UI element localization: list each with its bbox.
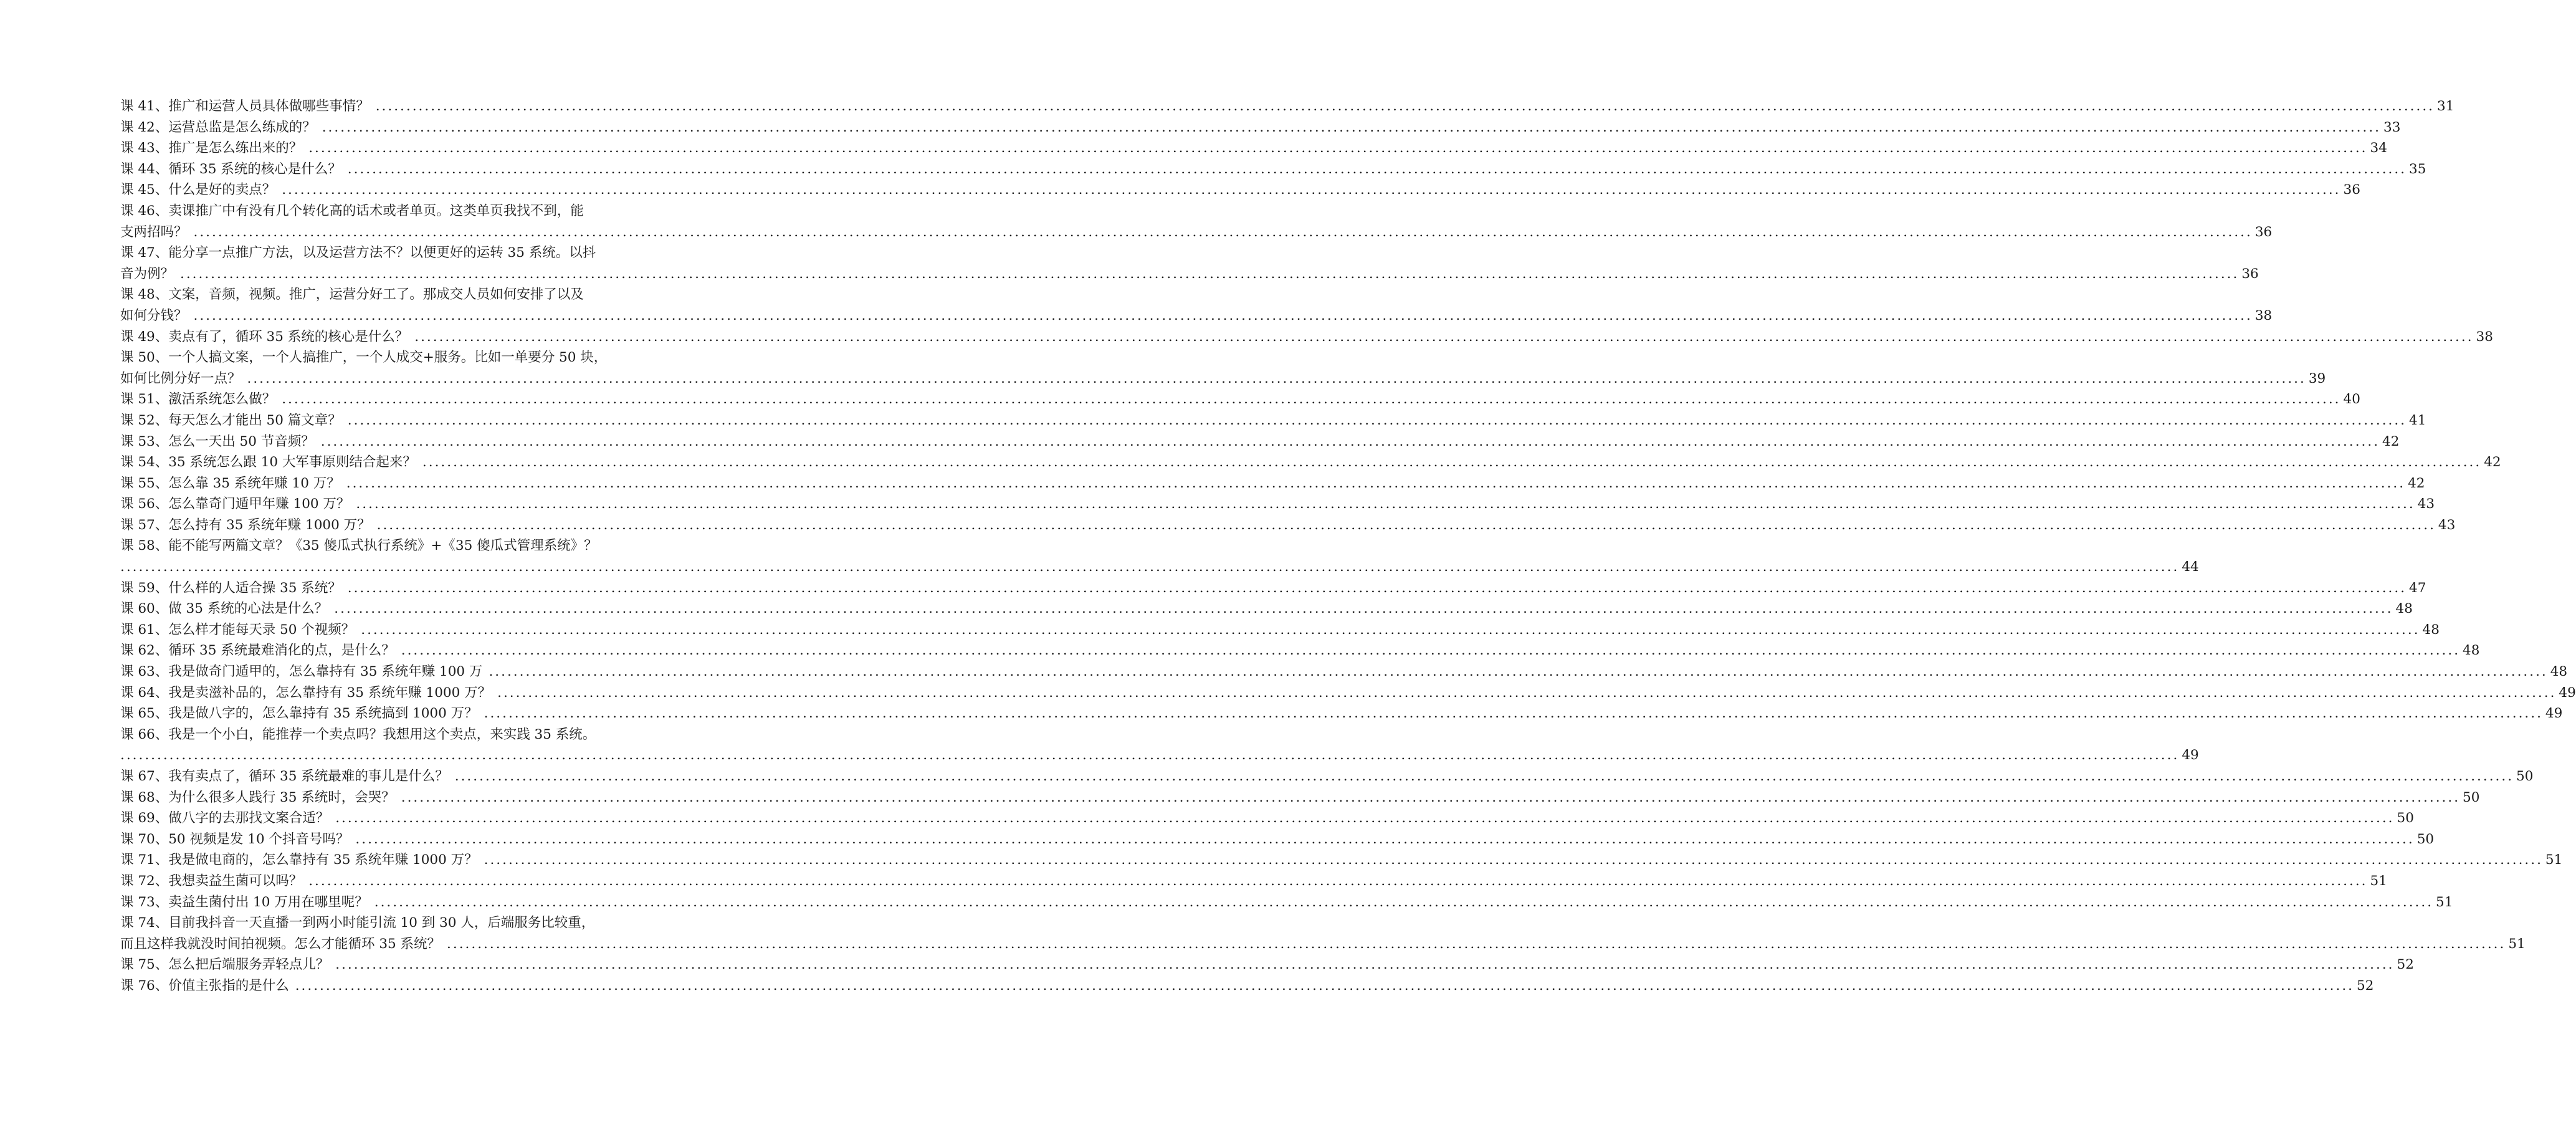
toc-entry-line-with-page <box>120 954 2414 976</box>
toc-entry-line <box>120 242 675 264</box>
toc-entry-title: 课 69、做八字的去那找文案合适？ <box>120 810 330 827</box>
toc-entry-line-with-page <box>120 976 2374 997</box>
toc-entry-line-with-page <box>120 892 2453 913</box>
toc-entry-line-with-page <box>120 410 2426 431</box>
toc-entry[interactable] <box>120 242 2259 284</box>
toc-entry-line-with-page <box>120 871 2387 892</box>
toc-entry[interactable] <box>120 766 2534 787</box>
dot-leader <box>194 305 2253 327</box>
toc-entry[interactable] <box>120 598 2413 620</box>
page-number: 52 <box>2397 957 2414 973</box>
toc-entry-line <box>120 913 675 934</box>
dot-leader <box>348 578 2407 599</box>
toc-entry[interactable] <box>120 661 2568 683</box>
toc-entry-title: 课 48、文案，音频，视频。推广，运营分好工了。那成交人员如何安排了以及 <box>120 287 584 303</box>
toc-entry-title: 课 64、我是卖滋补品的，怎么靠持有 35 系统年赚 1000 万？ <box>120 684 492 701</box>
toc-entry-line-with-page <box>120 180 2360 201</box>
toc-entry-title: 课 56、怎么靠奇门遁甲年赚 100 万？ <box>120 496 350 512</box>
toc-entry-line-with-page <box>120 787 2480 808</box>
toc-entry[interactable] <box>120 410 2426 431</box>
toc-entry-title: 课 74、目前我抖音一天直播一到两小时能引流 10 到 30 人，后端服务比较重， <box>120 915 595 931</box>
toc-entry-line <box>120 724 675 746</box>
toc-entry-title: 课 72、我想卖益生菌可以吗？ <box>120 873 303 889</box>
toc-entry[interactable] <box>120 954 2414 976</box>
page-number: 49 <box>2559 684 2576 701</box>
toc-entry-title: 音为例？ <box>120 266 174 282</box>
page-number: 51 <box>2545 852 2563 868</box>
toc-entry-title: 课 54、35 系统怎么跟 10 大军事原则结合起来？ <box>120 454 416 471</box>
toc-entry-line-with-page <box>120 159 2426 180</box>
dot-leader <box>356 494 2415 515</box>
page-number: 38 <box>2476 328 2493 345</box>
page-number: 40 <box>2343 391 2360 408</box>
toc-entry[interactable] <box>120 452 2501 473</box>
dot-leader <box>120 557 2179 578</box>
toc-entry-line <box>120 347 675 368</box>
dot-leader <box>401 640 2460 661</box>
toc-entry-line-with-page <box>120 703 2563 724</box>
page-number: 50 <box>2397 810 2414 827</box>
page-number: 36 <box>2254 224 2273 240</box>
dot-leader <box>335 954 2394 976</box>
toc-entry[interactable] <box>120 620 2440 641</box>
dot-leader <box>308 138 2367 159</box>
toc-entry-line-with-page <box>120 661 2568 683</box>
toc-entry-title: 课 59、什么样的人适合操 35 系统？ <box>120 580 341 596</box>
toc-entry[interactable] <box>120 683 2576 704</box>
dot-leader <box>321 431 2380 453</box>
page-number: 31 <box>2437 98 2454 114</box>
toc-entry[interactable] <box>120 703 2563 724</box>
dot-leader <box>322 117 2381 138</box>
toc-entry-line-with-page <box>120 389 2360 410</box>
toc-entry-line-with-page <box>120 138 2387 159</box>
toc-entry-line <box>120 201 675 222</box>
page-number: 43 <box>2417 496 2435 512</box>
toc-entry-line-with-page <box>120 683 2576 704</box>
toc-entry[interactable] <box>120 117 2401 138</box>
toc-entry-line-with-page <box>120 640 2480 661</box>
toc-entry-title: 课 66、我是一个小白，能推荐一个卖点吗？我想用这个卖点，来实践 35 系统。 <box>120 726 596 742</box>
toc-entry-line-with-page <box>120 766 2534 787</box>
dot-leader <box>376 96 2435 117</box>
dot-leader <box>414 327 2473 348</box>
toc-entry-line-with-page <box>120 327 2493 348</box>
toc-entry-line-with-page <box>120 222 2273 243</box>
toc-entry-title: 课 51、激活系统怎么做？ <box>120 391 276 408</box>
page-number: 38 <box>2254 307 2273 324</box>
page-number: 49 <box>2545 706 2563 722</box>
dot-leader <box>348 410 2407 431</box>
dot-leader <box>484 850 2543 871</box>
page-number: 41 <box>2409 412 2426 428</box>
dot-leader <box>377 515 2436 536</box>
toc-entry-line-with-page <box>120 515 2456 536</box>
toc-entry[interactable] <box>120 201 2273 242</box>
page-number: 34 <box>2370 140 2387 156</box>
dot-leader <box>361 620 2420 641</box>
toc-entry-line-with-page <box>120 452 2501 473</box>
page-number: 42 <box>2408 475 2425 491</box>
page-number: 52 <box>2357 977 2374 994</box>
dot-leader <box>401 787 2460 808</box>
toc-entry[interactable] <box>120 850 2563 871</box>
toc-entry[interactable] <box>120 976 2374 997</box>
toc-entry-title: 课 43、推广是怎么练出来的？ <box>120 140 303 156</box>
toc-entry-title: 课 53、怎么一天出 50 节音频？ <box>120 433 315 449</box>
toc-entry[interactable] <box>120 535 2199 577</box>
toc-entry-line-with-page <box>120 117 2401 138</box>
dot-leader <box>334 598 2393 620</box>
toc-entry-title: 如何分钱？ <box>120 307 188 324</box>
toc-entry-title: 课 73、卖益生菌付出 10 万用在哪里呢？ <box>120 894 368 910</box>
page-number: 51 <box>2370 873 2387 889</box>
toc-entry-title: 课 58、能不能写两篇文章？《35 傻瓜式执行系统》+《35 傻瓜式管理系统》？ <box>120 538 598 554</box>
toc-entry[interactable] <box>120 96 2454 117</box>
toc-entry-line <box>120 535 675 557</box>
page-number: 48 <box>2422 621 2440 638</box>
page-number: 51 <box>2436 894 2453 910</box>
toc-entry[interactable] <box>120 159 2426 180</box>
toc-entry-title: 课 63、我是做奇门遁甲的，怎么靠持有 35 系统年赚 100 万 <box>120 664 483 680</box>
dot-leader <box>180 264 2239 285</box>
dot-leader <box>282 389 2340 410</box>
toc-entry-title: 课 76、价值主张指的是什么 <box>120 977 289 994</box>
toc-entry-line-with-page <box>120 305 2273 327</box>
page-number: 36 <box>2343 182 2360 198</box>
dot-leader <box>489 661 2547 683</box>
dot-leader <box>348 159 2407 180</box>
dot-leader <box>355 829 2414 850</box>
toc-entry[interactable] <box>120 515 2456 536</box>
toc-entry-title: 课 42、运营总监是怎么练成的？ <box>120 119 316 135</box>
page-number: 51 <box>2508 936 2526 952</box>
toc-entry-title: 课 57、怎么持有 35 系统年赚 1000 万？ <box>120 517 371 533</box>
dot-leader <box>497 683 2556 704</box>
toc-entry-title: 课 55、怎么靠 35 系统年赚 10 万？ <box>120 475 340 491</box>
toc-entry-line-with-page <box>120 850 2563 871</box>
toc-entry[interactable] <box>120 871 2387 892</box>
toc-entry-title: 如何比例分好一点？ <box>120 370 241 386</box>
dot-leader <box>335 808 2394 829</box>
toc-entry[interactable] <box>120 138 2387 159</box>
dot-leader <box>447 934 2506 955</box>
toc-entry-title: 课 65、我是做八字的，怎么靠持有 35 系统搞到 1000 万？ <box>120 706 478 722</box>
toc-entry-line-with-page <box>120 557 2199 578</box>
toc-entry-title: 课 44、循环 35 系统的核心是什么？ <box>120 161 341 177</box>
page-number: 48 <box>2395 601 2413 617</box>
toc-entry-title: 课 61、怎么样才能每天录 50 个视频？ <box>120 621 355 638</box>
page-number: 33 <box>2383 119 2401 135</box>
page-number: 42 <box>2484 454 2501 471</box>
toc-entry-title: 课 46、卖课推广中有没有几个转化高的话术或者单页。这类单页我找不到，能 <box>120 203 584 219</box>
toc-entry-title: 课 70、50 视频是发 10 个抖音号吗？ <box>120 831 350 847</box>
toc-entry[interactable] <box>120 578 2426 599</box>
toc-entry[interactable] <box>120 389 2360 410</box>
toc-entry-line-with-page <box>120 829 2435 850</box>
toc-entry-line-with-page <box>120 598 2413 620</box>
toc-entry[interactable] <box>120 724 2199 766</box>
toc-entry[interactable] <box>120 787 2480 808</box>
toc-entry-title: 课 47、能分享一点推广方法，以及运营方法不？以便更好的运转 35 系统。以抖 <box>120 245 596 261</box>
dot-leader <box>194 222 2253 243</box>
page-number: 44 <box>2182 559 2199 575</box>
toc-entry-line-with-page <box>120 578 2426 599</box>
toc-entry[interactable] <box>120 913 2526 954</box>
page-number: 39 <box>2308 370 2326 386</box>
toc-entry-line-with-page <box>120 745 2199 766</box>
toc-entry[interactable] <box>120 327 2493 348</box>
toc-entry[interactable] <box>120 473 2425 494</box>
toc-entry-title: 课 41、推广和运营人员具体做哪些事情？ <box>120 98 370 114</box>
dot-leader <box>308 871 2367 892</box>
dot-leader <box>374 892 2433 913</box>
toc-entry-title: 课 75、怎么把后端服务弄轻点儿？ <box>120 957 330 973</box>
toc-entry-title: 课 71、我是做电商的，怎么靠持有 35 系统年赚 1000 万？ <box>120 852 478 868</box>
toc-entry-title: 课 60、做 35 系统的心法是什么？ <box>120 601 328 617</box>
dot-leader <box>295 976 2354 997</box>
toc-entry-title: 课 45、什么是好的卖点？ <box>120 182 276 198</box>
page-number: 50 <box>2463 789 2480 805</box>
toc-entry-title: 课 68、为什么很多人践行 35 系统时，会哭？ <box>120 789 395 805</box>
toc-entry[interactable] <box>120 180 2360 201</box>
toc-entry-line-with-page <box>120 96 2454 117</box>
dot-leader <box>484 703 2543 724</box>
page-number: 48 <box>2463 643 2480 659</box>
toc-entry-line-with-page <box>120 368 2326 390</box>
page-number: 42 <box>2382 433 2400 449</box>
page-number: 36 <box>2241 266 2259 282</box>
toc-entry-title: 支两招吗？ <box>120 224 188 240</box>
toc-entry-line-with-page <box>120 264 2259 285</box>
page-number: 47 <box>2409 580 2426 596</box>
dot-leader <box>282 180 2340 201</box>
toc-entry-line-with-page <box>120 934 2526 955</box>
toc-entry-title: 而且这样我就没时间拍视频。怎么才能循环 35 系统？ <box>120 936 441 952</box>
page-number: 50 <box>2516 769 2534 784</box>
toc-entry-line-with-page <box>120 473 2425 494</box>
toc-entry-line-with-page <box>120 431 2400 453</box>
toc-entry-title: 课 62、循环 35 系统最难消化的点，是什么？ <box>120 643 395 659</box>
toc-entry[interactable] <box>120 284 2273 326</box>
toc-entry-title: 课 50、一个人搞文案，一个人搞推广，一个人成交+服务。比如一单要分 50 块， <box>120 350 608 366</box>
dot-leader <box>455 766 2514 787</box>
toc-entry[interactable] <box>120 640 2480 661</box>
toc-entry[interactable] <box>120 347 2326 389</box>
toc-entry-line <box>120 284 675 305</box>
dot-leader <box>247 368 2306 390</box>
toc-entry-line-with-page <box>120 494 2435 515</box>
toc-entry-title: 课 49、卖点有了，循环 35 系统的核心是什么？ <box>120 328 409 345</box>
toc-entry[interactable] <box>120 808 2414 829</box>
dot-leader <box>120 745 2179 766</box>
toc-entry-title: 课 67、我有卖点了，循环 35 系统最难的事儿是什么？ <box>120 769 449 784</box>
page-number: 48 <box>2550 664 2568 680</box>
toc-entry[interactable] <box>120 892 2453 913</box>
page-number: 43 <box>2438 517 2456 533</box>
page-number: 49 <box>2182 747 2199 764</box>
toc-entry[interactable] <box>120 829 2435 850</box>
toc-entry-title: 课 52、每天怎么才能出 50 篇文章？ <box>120 412 341 428</box>
toc-entry-line-with-page <box>120 808 2414 829</box>
table-of-contents <box>120 96 2576 997</box>
toc-entry[interactable] <box>120 494 2435 515</box>
page-number: 35 <box>2409 161 2426 177</box>
dot-leader <box>422 452 2481 473</box>
toc-entry[interactable] <box>120 431 2400 453</box>
page-number: 50 <box>2416 831 2435 847</box>
dot-leader <box>346 473 2405 494</box>
toc-entry-line-with-page <box>120 620 2440 641</box>
